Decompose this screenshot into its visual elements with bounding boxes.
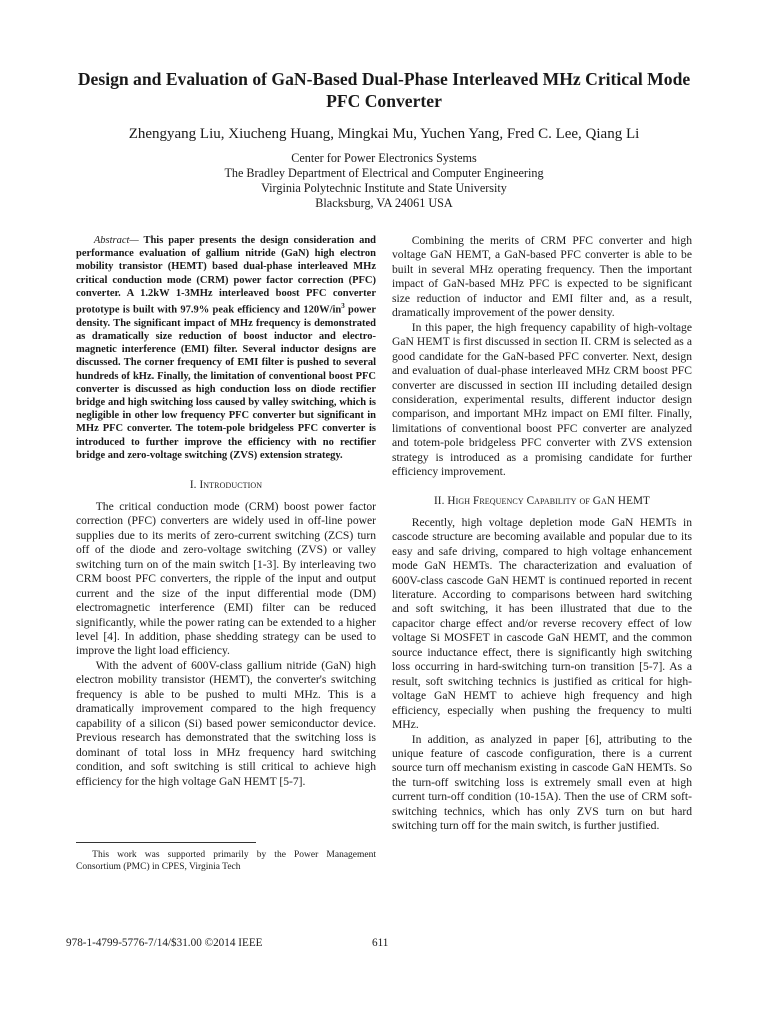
- body-paragraph: Combining the merits of CRM PFC converter and high voltage GaN HEMT, a GaN-based PFC converter is able to be built in several MHz operating frequency. Then the important impact of GaN-based MHz PFC is expected to be significant size reduction of inductor and EMI filter and, as a result, dramatically improvement of the power density.: [392, 234, 692, 320]
- affiliation-line: Virginia Polytechnic Institute and State University: [261, 181, 507, 195]
- affiliation-line: Blacksburg, VA 24061 USA: [315, 196, 453, 210]
- affiliation-line: The Bradley Department of Electrical and Computer Engineering: [224, 166, 544, 180]
- footnote-divider: [76, 842, 256, 843]
- body-paragraph: The critical conduction mode (CRM) boost power factor correction (PFC) converters are widely used in off-line power supplies due to its merits of zero-current switching (ZCS) turn off of the diode and zero-voltage switching (ZVS) or valley switching turn on of the main switch [1-3]. By interleaving two CRM boost PFC converters, the ripple of the input and output current and the size of the input differential mode (DM) electromagnetic interference (EMI) filter can be reduced significantly, while the power rating can be extended to a higher level [4]. In addition, phase shedding strategy can be used to improve the light load efficiency.: [76, 499, 376, 658]
- affiliation-line: Center for Power Electronics Systems: [291, 151, 477, 165]
- abstract-text-2: power density. The significant impact of MHz frequency is demonstrated as dramatically size reduction of boost inductor and electro-magnetic interference (EMI) filter. Several inductor designs are discussed. The corner frequency of EMI filter is pushed to several hundreds of kHz. Finally, the limitation of conventional boost PFC converter is discussed as high conduction loss on diode rectifier bridge and high switching loss caused by valley switching, which is negligible in other low frequency PFC converter but significant in MHz PFC converter. The totem-pole bridgeless PFC converter is introduced to further improve the efficiency with no rectifier bridge and zero-voltage switching (ZVS) extension strategy.: [76, 304, 377, 461]
- affiliation-block: [150, 151, 618, 211]
- section-heading-introduction: I. Introduction: [189, 478, 263, 491]
- abstract-superscript: 3: [341, 302, 345, 311]
- author-list: Zhengyang Liu, Xiucheng Huang, Mingkai Mu, Yuchen Yang, Fred C. Lee, Qiang Li: [128, 126, 640, 142]
- body-paragraph: With the advent of 600V-class gallium nitride (GaN) high electron mobility transistor (HEMT), the converter's switching frequency is able to be pushed to multi MHz. This is a dramatically improvement compared to the high frequency capability of a silicon (Si) based power semiconductor device. Previous research has demonstrated that the switching loss is dominant of total loss in MHz frequency hard switching condition, and soft switching is still critical to achieve high efficiency for the high voltage GaN HEMT [5-7].: [76, 658, 376, 788]
- abstract-label: Abstract—: [93, 235, 139, 246]
- section-heading-gan-hemt: II. High Frequency Capability of GaN HEMT: [433, 494, 650, 507]
- copyright-line: 978-1-4799-5776-7/14/$31.00 ©2014 IEEE: [66, 937, 263, 949]
- footnote: This work was supported primarily by the Power Management Consortium (PMC) in CPES, Virginia Tech: [76, 850, 376, 872]
- page-number: 611: [372, 937, 389, 949]
- right-column: [392, 234, 692, 834]
- paper-title: Design and Evaluation of GaN-Based Dual-Phase Interleaved MHz Critical Mode PFC Converter: [77, 69, 691, 111]
- abstract-text-1: This paper presents the design consideration and performance evaluation of gallium nitride (GaN) high electron mobility transistor (HEMT) based dual-phase interleaved MHz critical conduction mode (CRM) power factor correction (PFC) converter. A 1.2kW 1-3MHz interleaved boost PFC converter prototype is built with 97.9% peak efficiency and 120W/in: [76, 235, 376, 316]
- body-paragraph: In this paper, the high frequency capability of high-voltage GaN HEMT is first discussed in section II. CRM is selected as a good candidate for the GaN-based PFC converter. Next, design and evaluation of dual-phase interleaved MHz CRM boost PFC converter are discussed in section III including detailed design consideration, experimental results, different inductor design comparison, and important MHz impact on EMI filter. Finally, limitations of conventional boost PFC converter are analyzed and totem-pole bridgeless PFC converter with ZVS extension strategy is introduced as a promising candidate for further efficiency improvement.: [392, 320, 692, 479]
- body-paragraph: Recently, high voltage depletion mode GaN HEMTs in cascode structure are becoming available and popular due to its easy and safe driving, compared to high voltage enhancement mode GaN HEMTs. The characterization and evaluation of 600V-class cascode GaN HEMT is continued reported in recent literature. According to comparisons between hard switching and soft switching, it has been illustrated that due to the capacitor charge effect and/or reverse recovery effect of low voltage Si MOSFET in cascode GaN HEMT, and the common source inductance effect, there is significantly high switching loss occurring in hard-switching turn-on transition [5-7]. As a result, soft switching technics is justified as critical for high-voltage GaN HEMT to achieve high frequency and high efficiency, especially when pushing the frequency to multi MHz.: [392, 515, 692, 732]
- body-paragraph: In addition, as analyzed in paper [6], attributing to the unique feature of cascode configuration, there is a current source turn off mechanism existing in cascode GaN HEMTs. So the turn-off switching loss is extremely small even at high current turn-off condition (10-15A). Then the use of CRM soft-switching technics, which has only ZVS turn on but hard switching turn off for the main switch, is further justified.: [392, 732, 692, 833]
- left-column: [76, 234, 376, 789]
- abstract: [76, 234, 376, 462]
